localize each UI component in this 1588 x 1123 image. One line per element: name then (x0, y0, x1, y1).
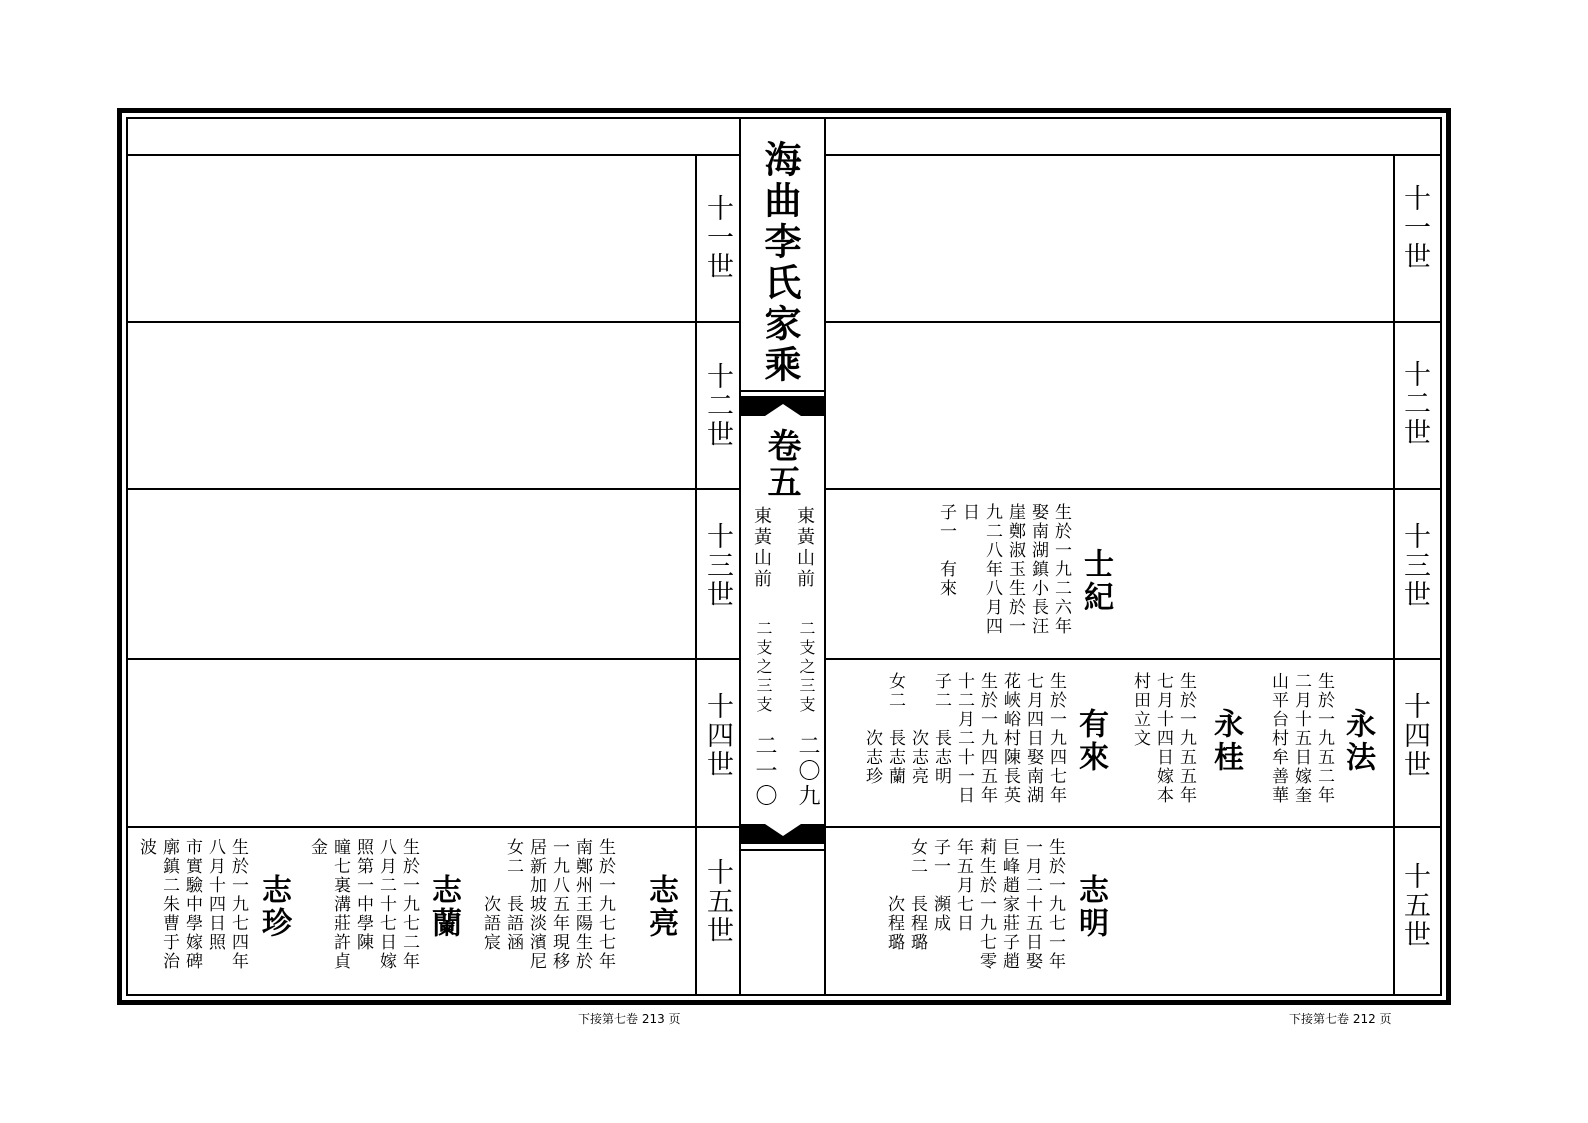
gen-label-right-15: 十五世 (1399, 862, 1430, 949)
gen-label-left-15: 十五世 (702, 858, 733, 945)
gen-label-left-12: 十二世 (702, 362, 733, 449)
spine-page-right: 二〇九 (795, 734, 820, 809)
spine-branch-left: 二支之三支 (754, 620, 773, 715)
spine-fishtail-upper (741, 390, 824, 422)
person-name-zhiliang: 志亮 (643, 874, 678, 940)
person-bio-zhizhen: 生於一九七四年 八月十四日照 市實驗中學嫁碑 廓鎮二朱曹于治 波 (136, 838, 248, 971)
row-line-left-3 (126, 658, 739, 660)
gen-label-right-11: 十一世 (1399, 184, 1430, 271)
person-name-shiji: 士紀 (1078, 548, 1113, 614)
footer-left: 下接第七卷 213 页 (578, 1012, 681, 1026)
row-line-right-4 (826, 826, 1440, 828)
spine-page-left: 二一〇 (752, 734, 777, 809)
person-bio-youlai: 生於一九四七年 七月四日娶南湖 花峽峪村陳長英 生於一九四五年 十二月二十一日 子二 長志明 次志亮 女二 長志蘭 次志珍 (862, 672, 1066, 805)
row-line-left-2 (126, 488, 739, 490)
row-line-right-2 (826, 488, 1440, 490)
header-band-line-right (826, 154, 1440, 156)
person-name-zhiming: 志明 (1073, 874, 1108, 940)
person-bio-yongfa: 生於一九五二年 二月十五日嫁奎 山平台村牟善華 (1268, 672, 1334, 805)
gen-label-left-11: 十一世 (702, 194, 733, 281)
person-bio-zhilan: 生於一九七二年 八月二十七日嫁 照第一中學陳 曈七裏溝莊許貞 金 (307, 838, 419, 971)
person-name-zhilan: 志蘭 (426, 874, 461, 940)
row-line-left-1 (126, 321, 739, 323)
row-line-right-1 (826, 321, 1440, 323)
gen-label-right-12: 十二世 (1399, 360, 1430, 447)
person-bio-yonggui: 生於一九五五年 七月十四日嫁本 村田立文 (1130, 672, 1196, 805)
gen-label-left-13: 十三世 (702, 522, 733, 609)
book-title: 海曲李氏家乘 (758, 140, 802, 386)
gen-label-left-14: 十四世 (702, 692, 733, 779)
person-bio-zhiming: 生於一九七一年 一月二十五日娶 巨峰趙家莊子趙 莉生於一九七零 年五月七日 子一 瀕成 女二 長程璐 次程璐 (884, 838, 1065, 971)
spine-branch-right: 二支之三支 (797, 620, 816, 715)
gen-column-border-left (695, 155, 697, 996)
spine-fishtail-lower (741, 820, 824, 852)
spine-place-left: 東黃山前 (751, 506, 772, 590)
header-band-line-left (126, 154, 739, 156)
row-line-left-4 (126, 826, 739, 828)
person-name-yongfa: 永法 (1340, 708, 1375, 774)
person-name-yonggui: 永桂 (1208, 708, 1243, 774)
person-bio-shiji: 生於一九二六年 娶南湖鎮小長汪 崖鄭淑玉生於一 九二八年八月四 日 子一 有來 (936, 503, 1071, 636)
person-name-zhizhen: 志珍 (256, 874, 291, 940)
person-name-youlai: 有來 (1073, 708, 1108, 774)
footer-right: 下接第七卷 212 页 (1289, 1012, 1392, 1026)
spine-border-left (739, 117, 741, 996)
row-line-right-3 (826, 658, 1440, 660)
gen-label-right-14: 十四世 (1399, 692, 1430, 779)
gen-column-border-right (1393, 155, 1395, 996)
spine-border-right (824, 117, 826, 996)
volume-label: 卷五 (761, 428, 801, 500)
gen-label-right-13: 十三世 (1399, 522, 1430, 609)
person-bio-zhiliang: 生於一九七七年 南鄭州王陽生於 一九八五年現移 居新加坡淡濱尼 女二 長語涵 次語宸 (480, 838, 615, 971)
spine-place-right: 東黃山前 (794, 506, 815, 590)
